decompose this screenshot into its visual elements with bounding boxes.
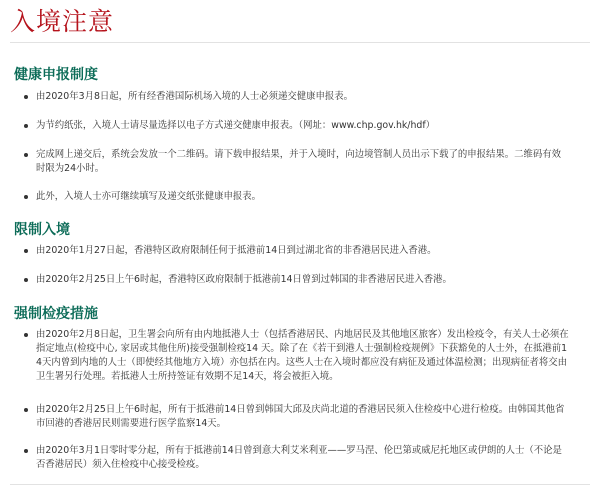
list-item-text: 由2020年2月8日起，卫生署会向所有由内地抵港人士（包括香港居民、内地居民及其他地区旅客）发出检疫令，有关人士必须在指定地点(检疫中心, 家居或其他住所)接受强制检疫14 天。除了在《若干到港人士强制检疫规例》下获豁免的人士外，在抵港前14天内曾到内地的人士（即使经其他地方入境）亦包括在内。这些人士在入境时都应没有病征及通过体温检测；出现病征者将交由卫生署另行处理。若抵港人士所持签证有效期不足14天，将会被拒入境。: [36, 329, 569, 382]
list-item-text: 由2020年2月25日上午6时起，所有于抵港前14日曾到韩国大邱及庆尚北道的香港居民须入住检疫中心进行检疫。由韩国其他省市回港的香港居民则需要进行医学监察14天。: [36, 404, 565, 429]
bullet-icon: [24, 195, 28, 199]
bullet-icon: [24, 153, 28, 157]
bullet-icon: [24, 449, 28, 453]
section-heading-quarantine: 强制检疫措施: [14, 306, 98, 322]
list-item: [22, 328, 570, 384]
title-divider: [10, 42, 590, 43]
bullet-icon: [24, 278, 28, 282]
list-item: [22, 190, 570, 204]
list-item-text: 由2020年1月27日起，香港特区政府限制任何于抵港前14日到过湖北省的非香港居民进入香港。: [36, 245, 437, 256]
bottom-divider: [10, 484, 590, 485]
list-item: [22, 444, 570, 472]
list-item-text: 由2020年3月8日起，所有经香港国际机场入境的人士必须递交健康申报表。: [36, 91, 354, 102]
list-item: [22, 273, 570, 287]
list-item-text: 此外，入境人士亦可继续填写及递交纸张健康申报表。: [36, 191, 262, 202]
list-item-text: 由2020年2月25日上午6时起，香港特区政府限制于抵港前14日曾到过韩国的非香港居民进入香港。: [36, 274, 452, 285]
bullet-icon: [24, 333, 28, 337]
list-item-text: 由2020年3月1日零时零分起，所有于抵港前14日曾到意大利艾米利亚——罗马涅、伦巴第或威尼托地区或伊朗的人士（不论是否香港居民）须入住检疫中心接受检疫。: [36, 445, 562, 470]
bullet-icon: [24, 124, 28, 128]
bullet-icon: [24, 408, 28, 412]
list-item: [22, 148, 570, 176]
list-item: [22, 119, 570, 133]
list-item: [22, 244, 570, 258]
section-heading-health-declaration: 健康申报制度: [14, 67, 98, 83]
section-heading-entry-restriction: 限制入境: [14, 222, 70, 238]
page-title: 入境注意: [10, 7, 115, 36]
list-item: [22, 90, 570, 104]
bullet-icon: [24, 249, 28, 253]
list-item-text: 为节约纸张，入境人士请尽量选择以电子方式递交健康申报表。（网址：www.chp.gov.hk/hdf）: [36, 120, 436, 131]
list-item: [22, 403, 570, 431]
list-item-text: 完成网上递交后，系统会发放一个二维码。请下载申报结果，并于入境时，向边境管制人员出示下载了的申报结果。二维码有效时限为24小时。: [36, 149, 562, 174]
bullet-icon: [24, 95, 28, 99]
